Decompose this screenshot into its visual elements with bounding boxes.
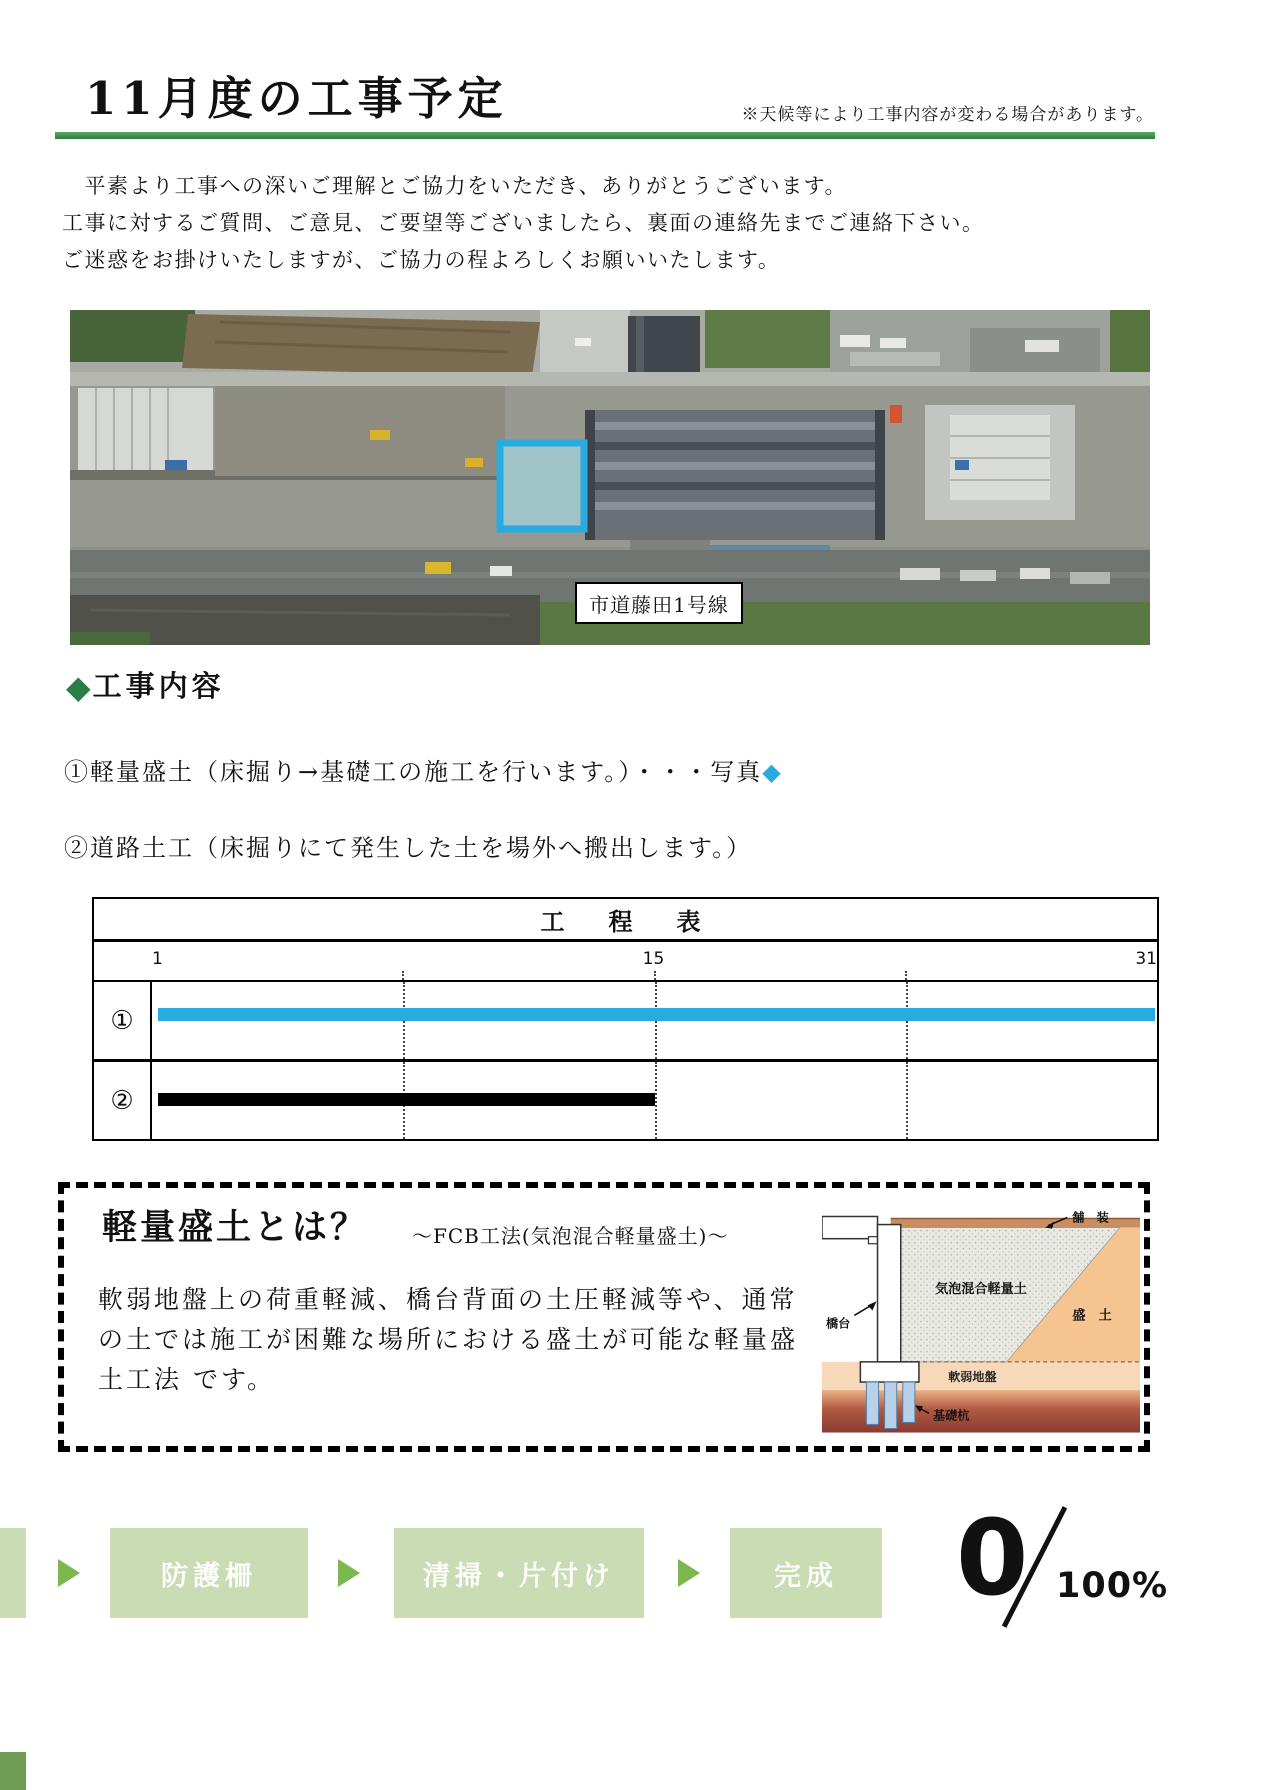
flow-step-cleanup: 清掃・片付け (394, 1528, 644, 1618)
info-box-body (98, 1280, 818, 1400)
intro-paragraph (62, 168, 1142, 279)
progress-denominator: 100% (1056, 1566, 1169, 1606)
fcb-diagram-graphic (822, 1210, 1140, 1438)
tick-day-15: 15 (642, 949, 665, 969)
work-section-heading-text: 工事内容 (92, 669, 225, 703)
label-piles: 基礎杭 (933, 1408, 970, 1423)
flow-arrow-icon (678, 1559, 700, 1587)
intro-line: 平素より工事への深いご理解とご協力をいただき、ありがとうございます。 (62, 174, 847, 198)
work-item-2: ②道路土工（床掘りにて発生した土を場外へ搬出します。） (64, 834, 753, 862)
progress-numerator: 0 (956, 1497, 1027, 1619)
label-embankment: 盛 土 (1072, 1308, 1112, 1324)
tick-stub (654, 971, 656, 980)
info-body-line: の土では施工が困難な場所における盛土が可能な軽量盛 (98, 1325, 799, 1354)
schedule-title: 工 程 表 (94, 899, 1157, 942)
flow-step-partial (0, 1528, 26, 1618)
schedule-date-axis (94, 942, 1157, 982)
row-2-chart (152, 1062, 1157, 1139)
corner-accent (0, 1752, 26, 1790)
fcb-cross-section-diagram (822, 1210, 1140, 1438)
road-label: 市道藤田1号線 (575, 582, 743, 624)
gridline (655, 1062, 657, 1139)
intro-line: 工事に対するご質問、ご意見、ご要望等ございましたら、裏面の連絡先までご連絡下さい。 (62, 211, 985, 235)
label-soft-ground: 軟弱地盤 (948, 1370, 997, 1385)
tick-stub (402, 971, 404, 980)
schedule-bar-2 (158, 1093, 655, 1106)
schedule-row-1 (94, 982, 1157, 1062)
schedule-table (92, 897, 1159, 1141)
tick-day-1: 1 (152, 949, 163, 969)
gridline (906, 1062, 908, 1139)
label-abutment: 橋台 (826, 1316, 851, 1331)
highlight-rect (500, 443, 584, 529)
intro-line: ご迷惑をお掛けいたしますが、ご協力の程よろしくお願いいたします。 (62, 248, 781, 272)
flow-step-safety-fence: 防護柵 (110, 1528, 308, 1618)
row-2-label: ② (94, 1062, 152, 1139)
flow-step-completion: 完成 (730, 1528, 882, 1618)
row-1-label: ① (94, 982, 152, 1059)
title-underline-rule (55, 132, 1155, 139)
schedule-bar-1 (158, 1008, 1155, 1021)
work-section-heading (66, 664, 225, 706)
weather-disclaimer: ※天候等により工事内容が変わる場合があります。 (741, 105, 1154, 125)
info-box-subtitle: ～FCB工法(気泡混合軽量盛土)～ (412, 1224, 729, 1248)
row-1-chart (152, 982, 1157, 1059)
flow-arrow-icon (58, 1559, 80, 1587)
label-pavement: 舗 装 (1072, 1210, 1109, 1225)
info-body-line: 土工法 です。 (98, 1365, 275, 1394)
info-body-line: 軟弱地盤上の荷重軽減、橋台背面の土圧軽減等や、通常 (98, 1285, 798, 1314)
work-item-1 (64, 752, 781, 787)
tick-day-31: 31 (1135, 949, 1157, 969)
label-lightweight-fill: 気泡混合軽量土 (935, 1282, 1027, 1298)
flow-arrow-icon (338, 1559, 360, 1587)
fcb-info-box (58, 1182, 1150, 1452)
schedule-row-2 (94, 1062, 1157, 1139)
info-box-title: 軽量盛土とは？ (102, 1207, 369, 1248)
green-diamond-icon: ◆ (66, 668, 91, 706)
blue-diamond-icon: ◆ (762, 758, 781, 786)
work-item-1-text: ①軽量盛土（床掘り→基礎工の施工を行います。）・・・写真 (64, 758, 763, 786)
tick-stub (905, 971, 907, 980)
page-title: 11月度の工事予定 (85, 72, 508, 125)
